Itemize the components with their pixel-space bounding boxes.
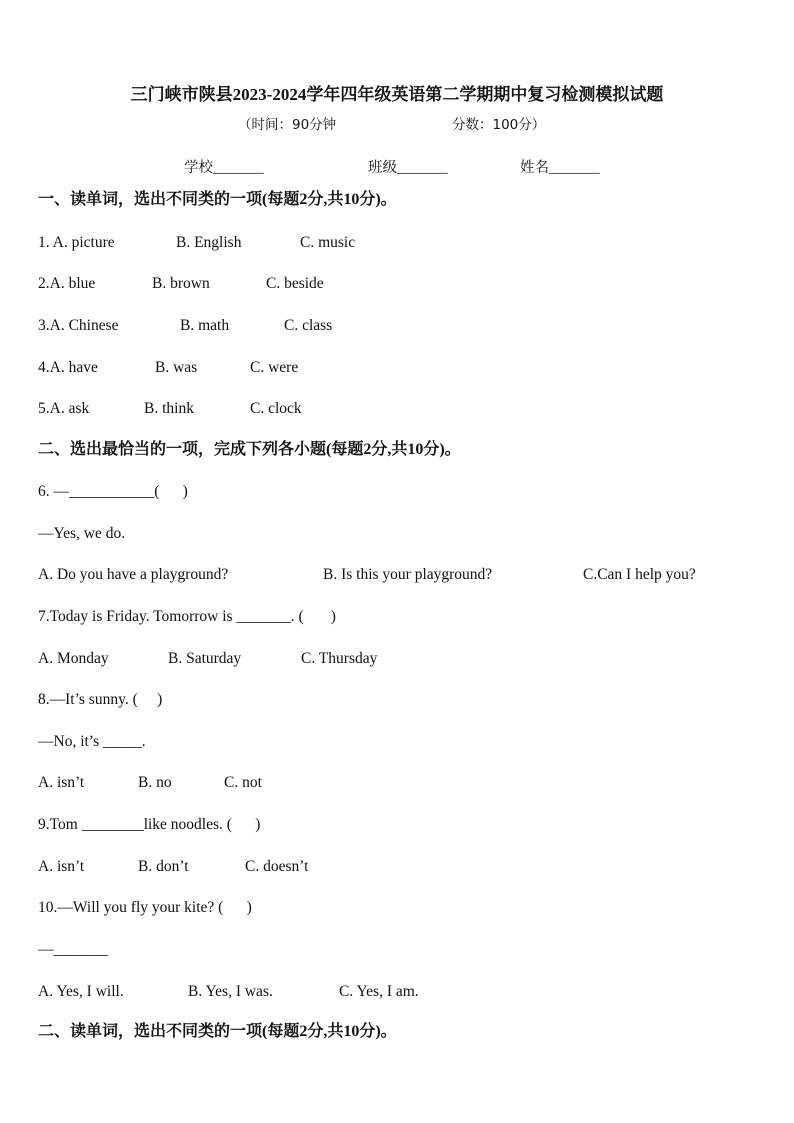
q3-option-c: C. class xyxy=(284,317,333,334)
q7-option-b: B. Saturday xyxy=(168,650,242,667)
q2-option-a: 2.A. blue xyxy=(38,275,96,292)
q9-option-b: B. don’t xyxy=(138,858,189,875)
q2-option-c: C. beside xyxy=(266,275,324,292)
q6-stem: 6. —___________( ) xyxy=(38,483,188,500)
q10-option-b: B. Yes, I was. xyxy=(188,983,273,1000)
q7-stem: 7.Today is Friday. Tomorrow is _______. ( ) xyxy=(38,608,336,625)
q5-option-b: B. think xyxy=(144,400,194,417)
q7-option-a: A. Monday xyxy=(38,650,109,667)
q10-reply: —_______ xyxy=(38,941,108,958)
q8-option-b: B. no xyxy=(138,774,172,791)
q9-option-c: C. doesn’t xyxy=(245,858,309,875)
name-field: 姓名_______ xyxy=(520,160,600,176)
q6-option-c: C.Can I help you? xyxy=(583,566,696,583)
q4-option-c: C. were xyxy=(250,359,299,376)
q4-option-a: 4.A. have xyxy=(38,359,98,376)
q3-option-a: 3.A. Chinese xyxy=(38,317,119,334)
q5-option-a: 5.A. ask xyxy=(38,400,90,417)
q2-option-b: B. brown xyxy=(152,275,210,292)
q1-option-a: 1. A. picture xyxy=(38,234,115,251)
page-title: 三门峡市陕县2023-2024学年四年级英语第二学期期中复习检测模拟试题 xyxy=(130,85,664,104)
class-field: 班级_______ xyxy=(368,160,448,176)
q8-stem: 8.—It’s sunny. ( ) xyxy=(38,691,163,708)
q6-option-b: B. Is this your playground? xyxy=(323,566,493,583)
q9-option-a: A. isn’t xyxy=(38,858,85,875)
section-3-heading: 二、读单词，选出不同类的一项(每题2分,共10分)。 xyxy=(38,1023,397,1040)
q8-option-a: A. isn’t xyxy=(38,774,85,791)
exam-time: （时间：90分钟 xyxy=(238,117,337,133)
q1-option-c: C. music xyxy=(300,234,356,251)
exam-score: 分数：100分） xyxy=(452,117,546,133)
q10-stem: 10.—Will you fly your kite? ( ) xyxy=(38,899,252,916)
q5-option-c: C. clock xyxy=(250,400,302,417)
q6-reply: —Yes, we do. xyxy=(38,525,126,542)
q8-reply: —No, it’s _____. xyxy=(38,733,146,750)
q8-option-c: C. not xyxy=(224,774,262,791)
section-2-heading: 二、选出最恰当的一项，完成下列各小题(每题2分,共10分)。 xyxy=(38,441,461,458)
q7-option-c: C. Thursday xyxy=(301,650,378,667)
q10-option-c: C. Yes, I am. xyxy=(339,983,419,1000)
q3-option-b: B. math xyxy=(180,317,230,334)
q9-stem: 9.Tom ________like noodles. ( ) xyxy=(38,816,261,833)
q6-option-a: A. Do you have a playground? xyxy=(38,566,229,583)
q1-option-b: B. English xyxy=(176,234,242,251)
q10-option-a: A. Yes, I will. xyxy=(38,983,124,1000)
section-1-heading: 一、读单词，选出不同类的一项(每题2分,共10分)。 xyxy=(38,191,397,208)
q4-option-b: B. was xyxy=(155,359,198,376)
school-field: 学校_______ xyxy=(184,160,264,176)
